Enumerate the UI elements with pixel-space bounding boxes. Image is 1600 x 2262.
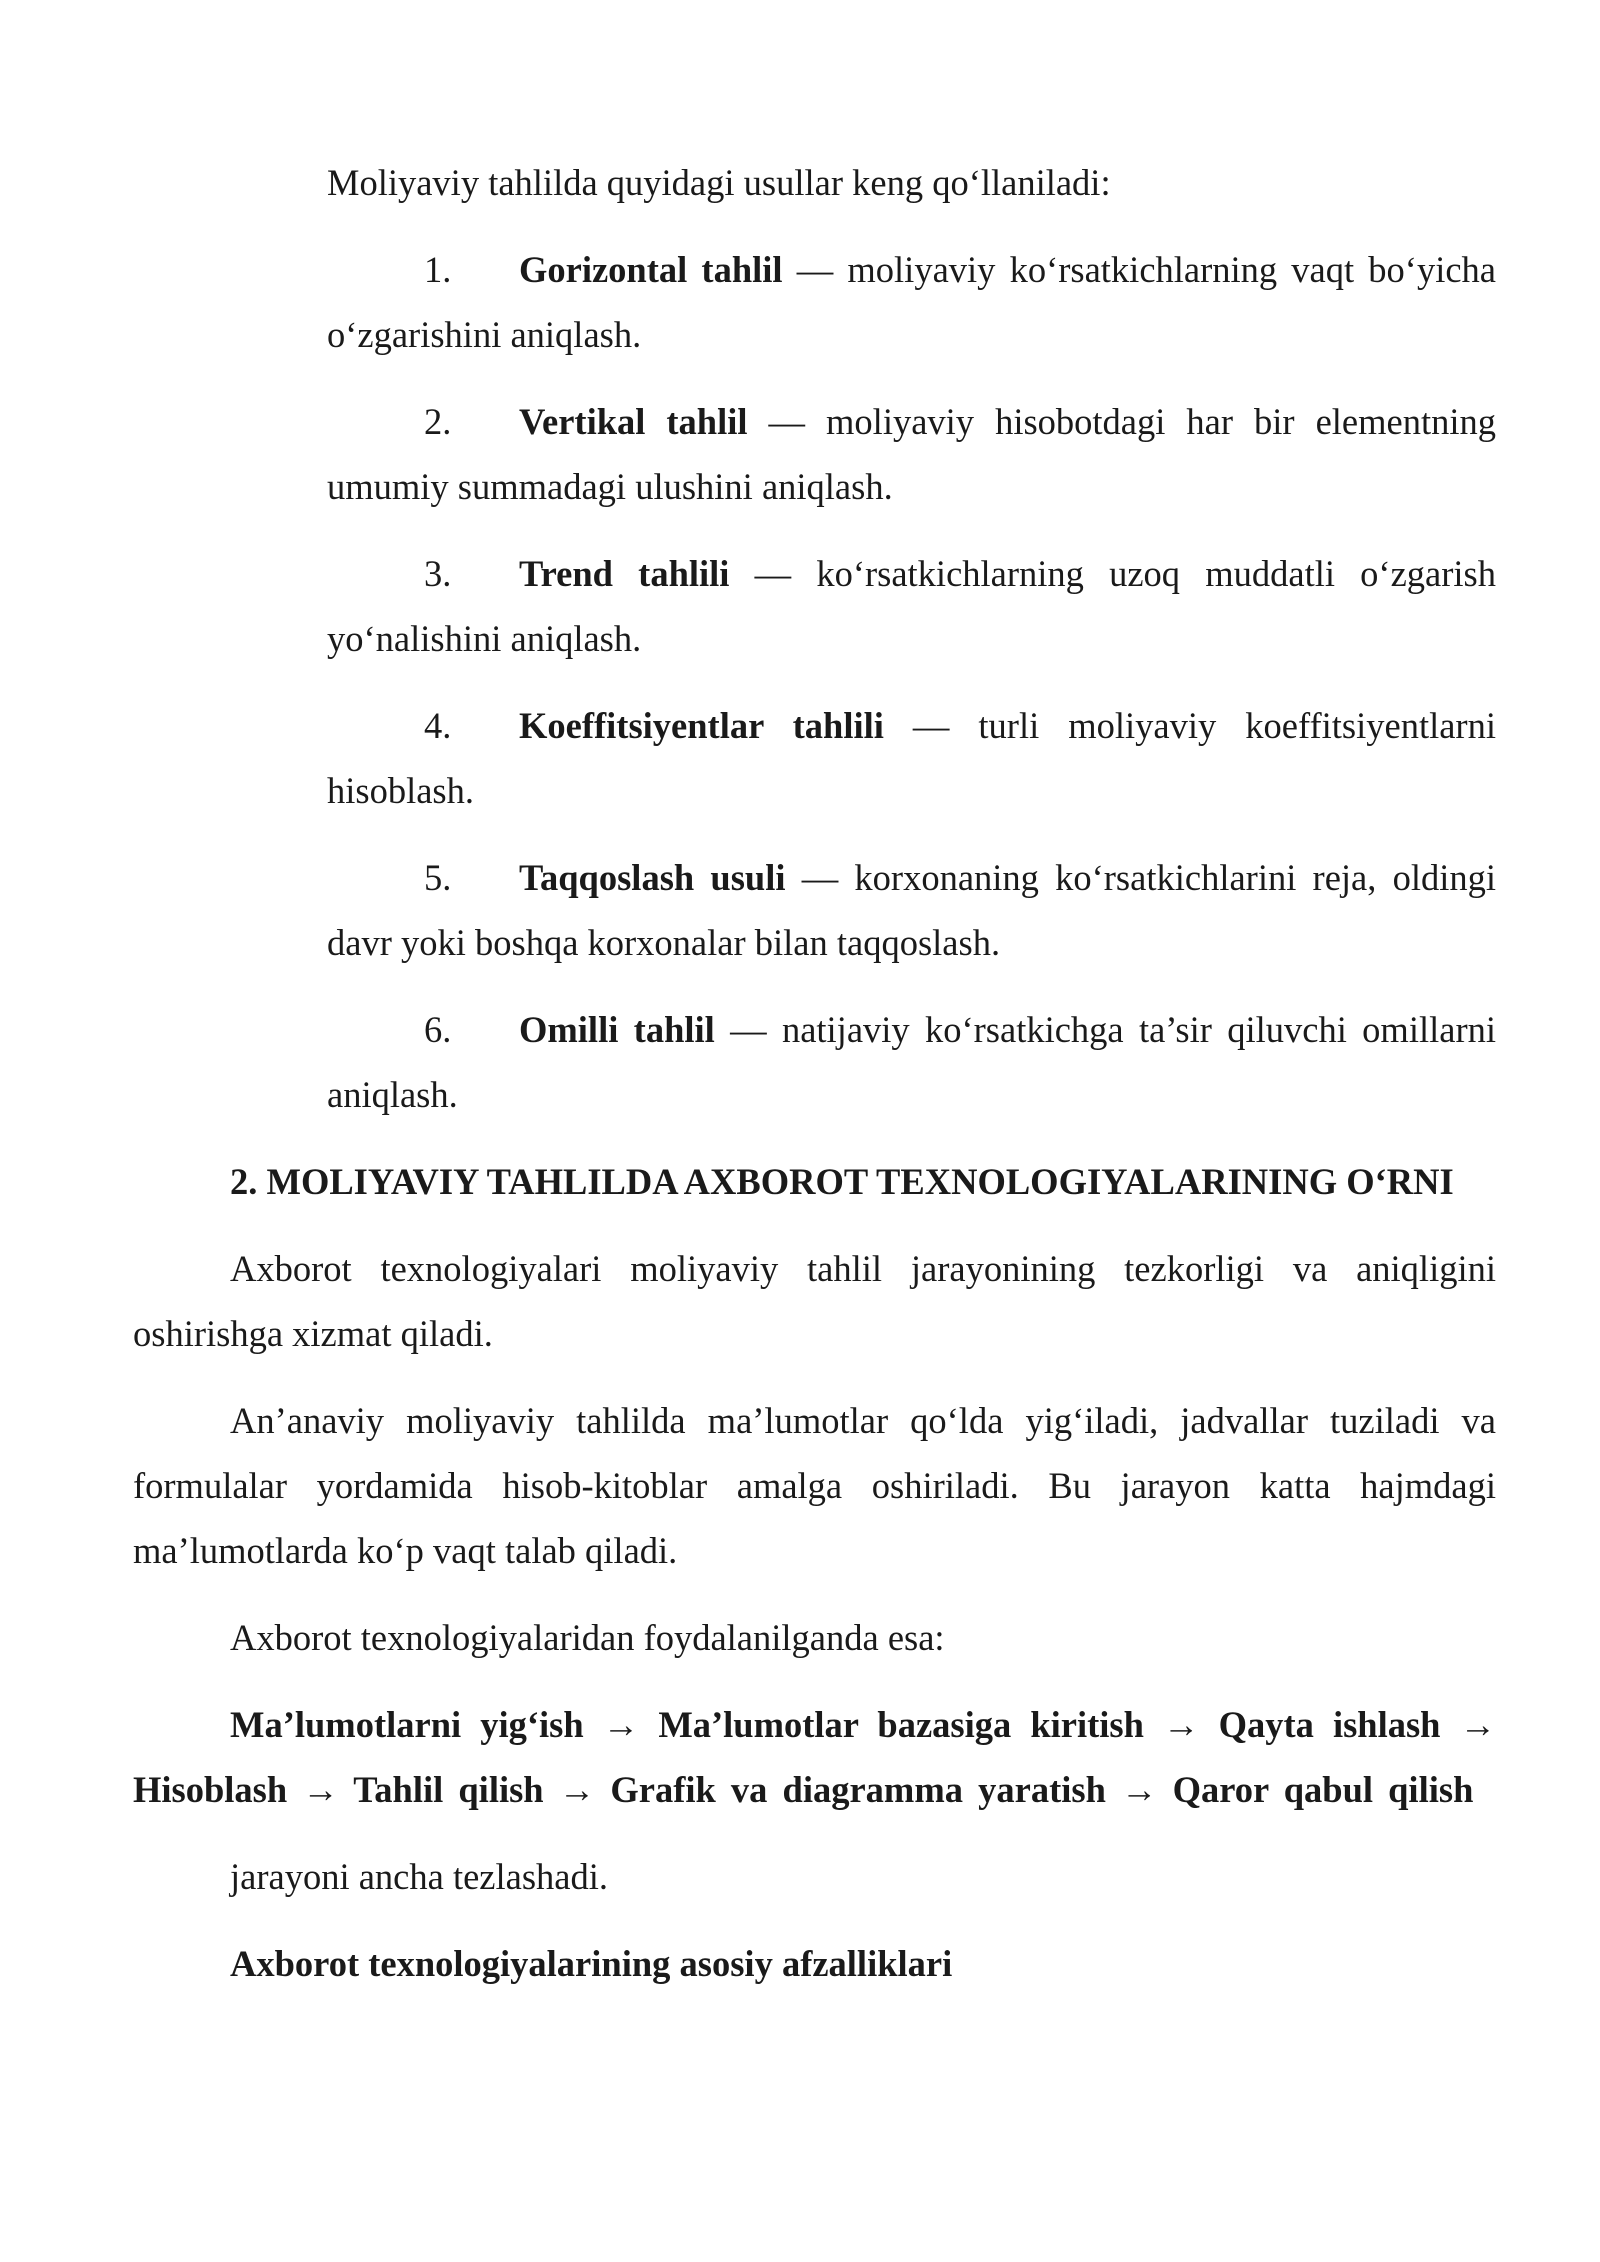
paragraph-3: Axborot texnologiyalaridan foydalanilganda esa:: [230, 1617, 945, 1658]
item-number: 3.: [424, 553, 452, 594]
method-item-4: [230, 693, 1496, 823]
method-description-cont: aniqlash.: [327, 1074, 458, 1115]
item-number: 2.: [424, 401, 452, 442]
method-description-cont: umumiy summadagi ulushini aniqlash.: [327, 466, 893, 507]
section-heading: 2. MOLIYAVIY TAHLILDA AXBOROT TEXNOLOGIYALARINING O‘RNI: [230, 1161, 1454, 1202]
method-description: — moliyaviy ko‘rsatkichlarning vaqt bo‘yicha: [782, 249, 1497, 290]
method-term: Koeffitsiyentlar tahlili: [519, 705, 884, 746]
flow-step: Qaror qabul qilish: [1172, 1769, 1474, 1810]
flow-step: Grafik va diagramma yaratish: [610, 1769, 1106, 1810]
flow-step: Hisoblash: [133, 1769, 288, 1810]
method-description: — moliyaviy hisobotdagi har bir elementning: [747, 401, 1496, 442]
item-number: 4.: [424, 705, 452, 746]
paragraph-1: Axborot texnologiyalari moliyaviy tahlil jarayonining tezkorligi va aniqligini oshirishga xizmat qiladi.: [133, 1248, 1496, 1354]
method-description: — ko‘rsatkichlarning uzoq muddatli o‘zgarish: [729, 553, 1496, 594]
item-number: 6.: [424, 1009, 452, 1050]
process-flow: [133, 1692, 1496, 1822]
method-description-cont: o‘zgarishini aniqlash.: [327, 314, 642, 355]
document-page: [133, 150, 1497, 1996]
sub-heading: Axborot texnologiyalarining asosiy afzalliklari: [230, 1943, 953, 1984]
paragraph-2: An’anaviy moliyaviy tahlilda ma’lumotlar qo‘lda yig‘iladi, jadvallar tuziladi va formulalar yordamida hisob-kitoblar amalga oshiriladi. Bu jarayon katta hajmdagi ma’lumotlarda ko‘p vaqt talab qiladi.: [133, 1400, 1496, 1571]
flow-step: Qayta ishlash: [1218, 1704, 1441, 1745]
flow-step: Ma’lumotlarni yig‘ish: [230, 1704, 584, 1745]
section-block: [133, 1149, 1496, 1996]
arrow-icon: →: [1163, 1704, 1200, 1745]
method-item-1: [230, 237, 1496, 367]
paragraph-4: jarayoni ancha tezlashadi.: [230, 1856, 608, 1897]
intro-paragraph: Moliyaviy tahlilda quyidagi usullar keng qo‘llaniladi:: [327, 162, 1111, 203]
method-description-cont: yo‘nalishini aniqlash.: [327, 618, 642, 659]
method-description: — natijaviy ko‘rsatkichga ta’sir qiluvchi omillarni: [714, 1009, 1496, 1050]
method-item-3: [230, 541, 1496, 671]
method-item-6: [230, 997, 1496, 1127]
method-description-cont: davr yoki boshqa korxonalar bilan taqqoslash.: [327, 922, 1001, 963]
method-term: Omilli tahlil: [519, 1009, 715, 1050]
item-number: 1.: [424, 249, 452, 290]
arrow-icon: →: [602, 1704, 640, 1745]
method-item-2: [230, 389, 1496, 519]
method-description: — korxonaning ko‘rsatkichlarini reja, oldingi: [785, 857, 1497, 898]
method-description-cont: hisoblash.: [327, 770, 475, 811]
method-term: Taqqoslash usuli: [519, 857, 786, 898]
method-item-5: [230, 845, 1496, 975]
flow-step: Ma’lumotlar bazasiga kiritish: [658, 1704, 1144, 1745]
arrow-icon: →: [302, 1769, 339, 1810]
methods-list: [230, 237, 1496, 1127]
item-number: 5.: [424, 857, 452, 898]
method-description: — turli moliyaviy koeffitsiyentlarni: [883, 705, 1496, 746]
arrow-icon: →: [558, 1769, 596, 1810]
method-term: Trend tahlili: [519, 553, 730, 594]
flow-step: Tahlil qilish: [353, 1769, 544, 1810]
method-term: Gorizontal tahlil: [519, 249, 783, 290]
arrow-icon: →: [1459, 1704, 1497, 1745]
method-term: Vertikal tahlil: [519, 401, 748, 442]
arrow-icon: →: [1121, 1769, 1158, 1810]
